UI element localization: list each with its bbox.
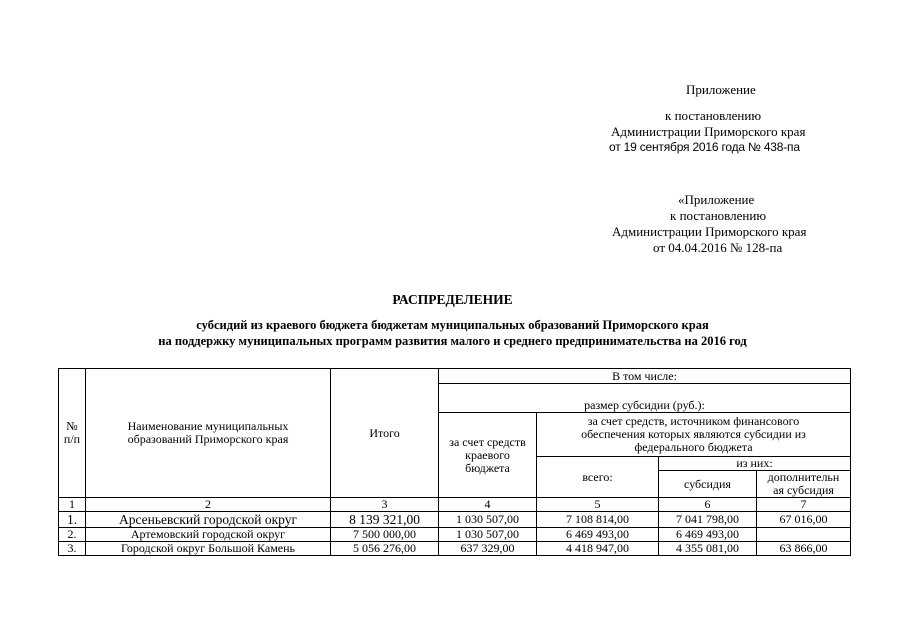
document-subtitle-line1: субсидий из краевого бюджета бюджетам муниципальных образований Приморского края [196, 318, 709, 332]
row-name: Городской округ Большой Камень [86, 542, 331, 556]
header-of-them: из них: [659, 457, 851, 471]
header-num: № п/п [59, 369, 86, 498]
header-subsidy-size: размер субсидии (руб.): [439, 384, 851, 413]
header-federal: за счет средств, источником финансового обеспечения которых являются субсидии из федерального бюджета [537, 413, 851, 457]
row-all: 6 469 493,00 [537, 528, 659, 542]
row-all: 7 108 814,00 [537, 512, 659, 528]
table-row [59, 542, 851, 556]
row-total: 5 056 276,00 [331, 542, 439, 556]
row-subsidy: 7 041 798,00 [659, 512, 757, 528]
row-additional: 67 016,00 [757, 512, 851, 528]
col-number-4: 4 [439, 498, 537, 512]
table-row [59, 512, 851, 528]
row-regional: 1 030 507,00 [439, 528, 537, 542]
row-regional: 637 329,00 [439, 542, 537, 556]
quoted-appendix-label: «Приложение [678, 192, 755, 207]
row-regional: 1 030 507,00 [439, 512, 537, 528]
row-additional [757, 528, 851, 542]
document-title: РАСПРЕДЕЛЕНИЕ [392, 292, 513, 307]
row-name: Арсеньевский городской округ [86, 512, 331, 528]
row-total: 7 500 000,00 [331, 528, 439, 542]
subsidy-distribution-table [58, 368, 851, 556]
col-number-3: 3 [331, 498, 439, 512]
quoted-to-resolution-label: к постановлению [670, 208, 767, 223]
to-resolution-label: к постановлению [665, 108, 762, 123]
col-number-1: 1 [59, 498, 86, 512]
row-num: 3. [59, 542, 86, 556]
col-number-5: 5 [537, 498, 659, 512]
document-subtitle-line2: на поддержку муниципальных программ развития малого и среднего предпринимательства на 2016 год [158, 334, 747, 348]
row-num: 1. [59, 512, 86, 528]
header-all: всего: [537, 457, 659, 498]
header-additional: дополнительн ая субсидия [757, 471, 851, 498]
quoted-administration-label: Администрации Приморского края [612, 224, 807, 239]
row-additional: 63 866,00 [757, 542, 851, 556]
col-number-7: 7 [757, 498, 851, 512]
col-number-6: 6 [659, 498, 757, 512]
resolution-date-stamp: от 19 сентября 2016 года № 438-па [609, 140, 800, 154]
appendix-label: Приложение [686, 82, 756, 97]
table-row [59, 528, 851, 542]
row-all: 4 418 947,00 [537, 542, 659, 556]
header-subsidy: субсидия [659, 471, 757, 498]
row-total: 8 139 321,00 [331, 512, 439, 528]
row-name: Артемовский городской округ [86, 528, 331, 542]
header-total: Итого [331, 369, 439, 498]
col-number-2: 2 [86, 498, 331, 512]
quoted-date-number: от 04.04.2016 № 128-па [653, 240, 783, 255]
row-subsidy: 4 355 081,00 [659, 542, 757, 556]
administration-label: Администрации Приморского края [611, 124, 806, 139]
header-regional: за счет средств краевого бюджета [439, 413, 537, 498]
header-including: В том числе: [439, 369, 851, 384]
row-subsidy: 6 469 493,00 [659, 528, 757, 542]
header-name: Наименование муниципальных образований Приморского края [86, 369, 331, 498]
row-num: 2. [59, 528, 86, 542]
